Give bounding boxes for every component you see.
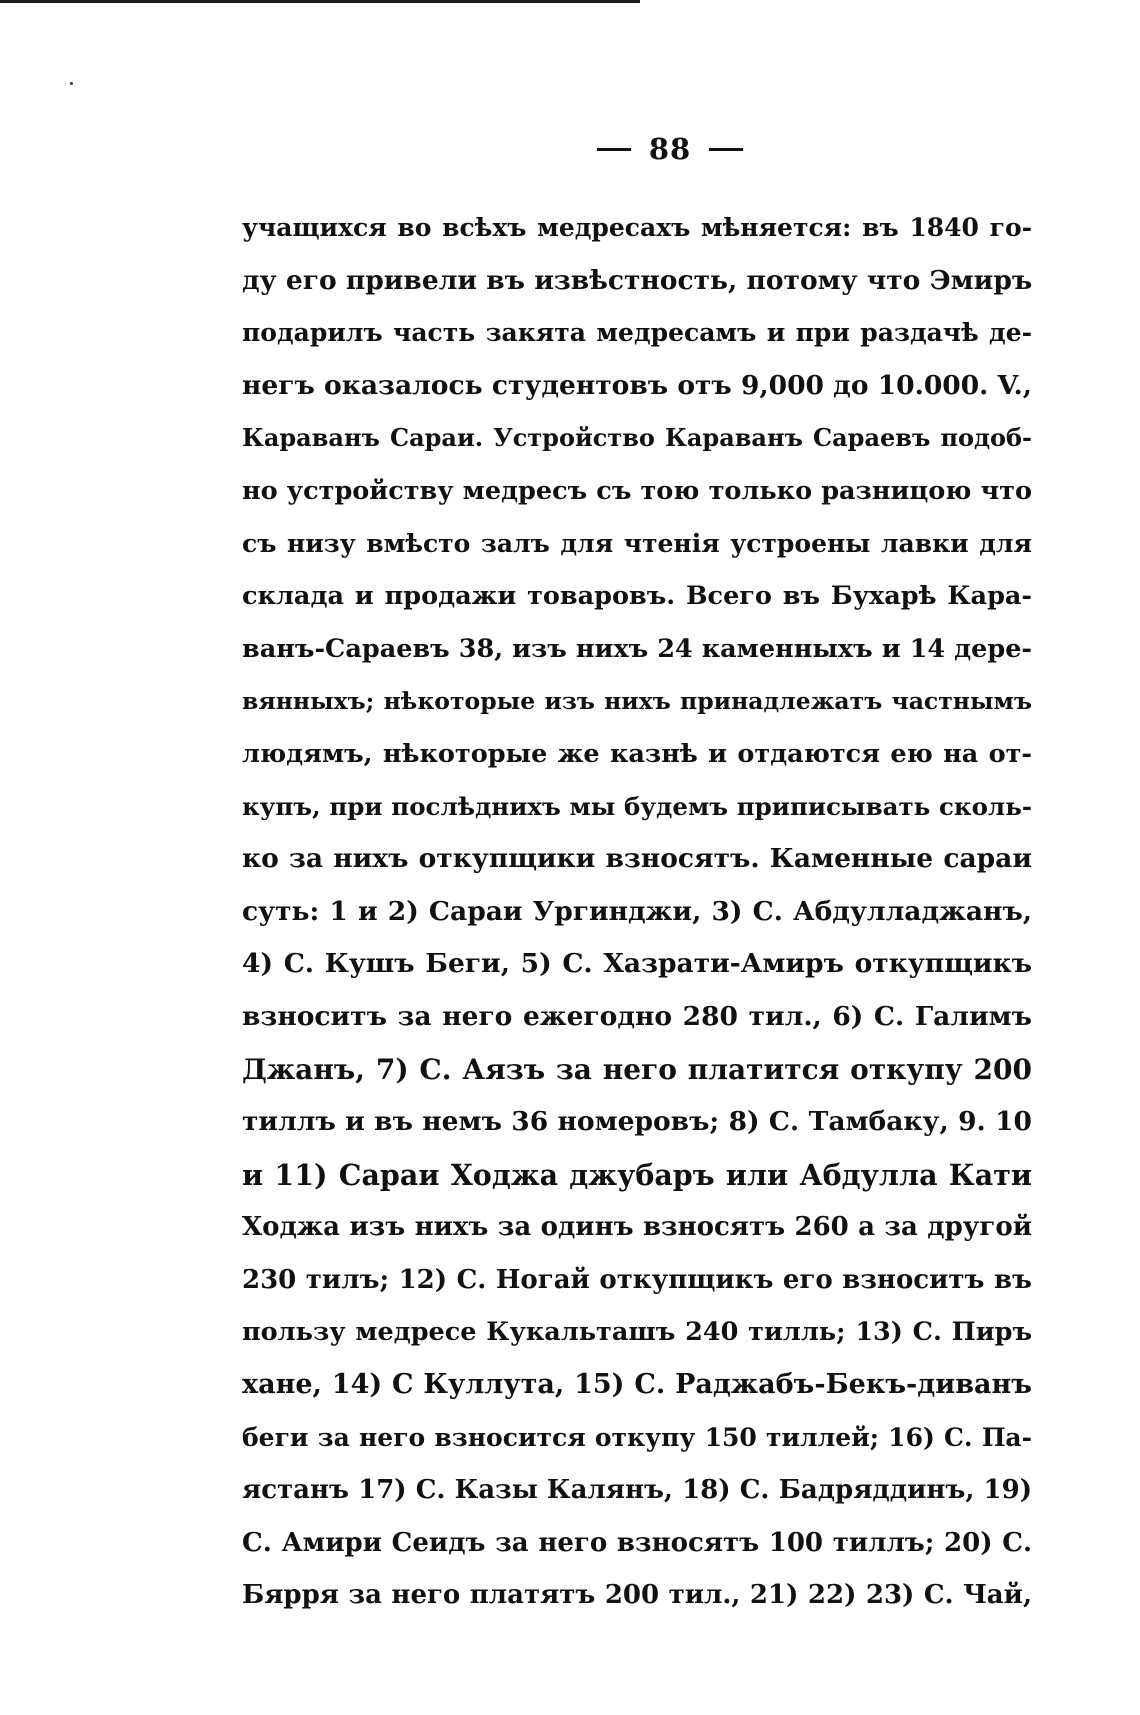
page-number-left-dash [597,148,631,151]
text-line: беги за него взносится откупу 150 тиллей; 16) С. Па- [242,1422,1032,1452]
text-line: учащихся во всѣхъ медресахъ мѣняется: въ 1840 го- [242,213,1032,242]
page-number-right-dash [709,148,743,151]
text-line: 4) С. Кушъ Беги, 5) С. Хазрати-Амиръ откупщикъ [242,948,1032,980]
text-line: Бярря за него платятъ 200 тил., 21) 22) 23) С. Чай, [242,1580,1032,1611]
text-line: хане, 14) С Куллута, 15) С. Раджабъ-Бекъ-диванъ [242,1369,1032,1401]
text-line: склада и продажи товаровъ. Всего въ Бухарѣ Кара- [242,581,1032,612]
text-line: Караванъ Сараи. Устройство Караванъ Сараевъ подоб- [242,423,1032,453]
text-line: 230 тилъ; 12) С. Ногай откупщикъ его взноситъ въ [242,1264,1032,1295]
text-line: взноситъ за него ежегодно 280 тил., 6) С. Галимъ [242,1000,1032,1032]
text-line: подарилъ часть закята медресамъ и при раздачѣ де- [242,318,1032,348]
text-line: съ низу вмѣсто залъ для чтенія устроены лавки для [242,528,1032,558]
text-line: ду его привели въ извѣстность, потому что Эмиръ [242,264,1032,296]
page-number-value: 88 [648,132,692,166]
text-line: С. Амири Сеидъ за него взносятъ 100 тиллъ; 20) С. [242,1527,1032,1558]
text-line: суть: 1 и 2) Сараи Ургинджи, 3) С. Абдулладжанъ, [242,895,1032,927]
text-line: купъ, при послѣднихъ мы будемъ приписывать сколь- [242,791,1032,821]
text-line: ванъ-Сараевъ 38, изъ нихъ 24 каменныхъ и 14 дере- [242,633,1032,664]
paper-speck [70,82,73,85]
page-number [100,132,1140,166]
top-border-rule [0,0,640,3]
text-line: ястанъ 17) С. Казы Калянъ, 18) С. Бадряддинъ, 19) [242,1475,1032,1506]
text-line: Джанъ, 7) С. Аязъ за него платится откупу 200 [242,1052,1032,1086]
text-line: вянныхъ; нѣкоторые изъ нихъ принадлежатъ частнымъ [242,687,1032,716]
body-text [242,202,1032,1622]
text-line: Ходжа изъ нихъ за одинъ взносятъ 260 а за другой [242,1212,1032,1243]
text-line: людямъ, нѣкоторые же казнѣ и отдаются ею на от- [242,738,1032,769]
text-line: но устройству медресъ съ тою только разницою что [242,475,1032,506]
text-line: пользу медресе Кукальташъ 240 тилль; 13) С. Пиръ [242,1317,1032,1348]
text-line: негъ оказалось студентовъ отъ 9,000 до 10.000. V., [242,369,1032,401]
text-line: ко за нихъ откупщики взносятъ. Каменные сараи [242,843,1032,875]
text-line: и 11) Сараи Ходжа джубаръ или Абдулла Кати [242,1157,1032,1192]
text-line: тиллъ и въ немъ 36 номеровъ; 8) С. Тамбаку, 9. 10 [242,1106,1032,1138]
